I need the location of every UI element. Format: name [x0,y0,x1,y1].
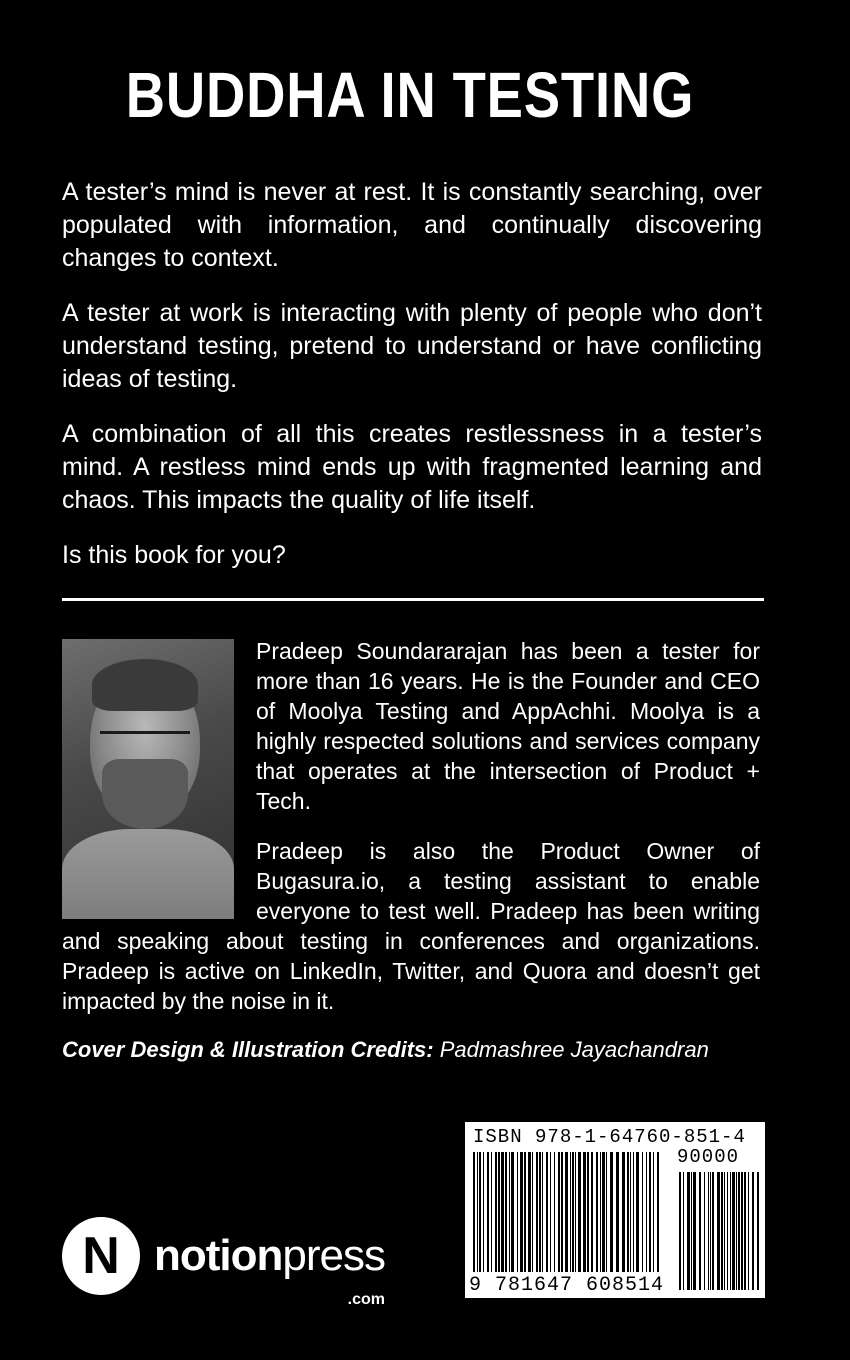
barcode-bar [606,1152,607,1272]
addon-bar [757,1172,759,1290]
publisher-logo [62,1216,385,1308]
addon-bar [717,1172,720,1290]
section-divider [62,598,764,601]
barcode-bar [483,1152,484,1272]
author-photo [62,639,234,919]
barcode-bar [575,1152,576,1272]
addon-bar [727,1172,728,1290]
credits-label: Cover Design & Illustration Credits: [62,1037,434,1062]
barcode-bar [477,1152,478,1272]
barcode-bar [561,1152,563,1272]
barcode-bar [649,1152,651,1272]
barcode-bar [487,1152,489,1272]
barcode-bar [622,1152,625,1272]
addon-bar [730,1172,731,1290]
barcode-bar [479,1152,481,1272]
barcode-bar [511,1152,514,1272]
bio-paragraph: Pradeep Soundararajan has been a tester for more than 16 years. He is the Founder and CEO of Moolya Testing and AppAchhi. Moolya is a highly respected solutions and services company that operates at the intersection of Product + Tech. [256,638,760,814]
publisher-domain: .com [347,1291,385,1308]
ean-digits: 9 781647 608514 [469,1274,669,1297]
publisher-mark-icon: N [62,1217,140,1295]
barcode-bar [572,1152,574,1272]
blurb-paragraph: A combination of all this creates restlessness in a tester’s mind. A restless mind ends up with fragmented learning and chaos. This impacts the quality of life itself. [62,420,762,514]
addon-bar [699,1172,701,1290]
barcode-bar [600,1152,601,1272]
addon-bar [683,1172,684,1290]
addon-bar [693,1172,696,1290]
barcode-bar [501,1152,504,1272]
barcode-bar [539,1152,541,1272]
barcode-bar [498,1152,500,1272]
addon-bar [710,1172,711,1290]
barcode-bar [587,1152,589,1272]
barcode-bar [583,1152,586,1272]
isbn-barcode [465,1122,765,1298]
back-cover-blurb [62,176,762,594]
barcode-bar [558,1152,560,1272]
barcode-bar [536,1152,538,1272]
barcode-bar [542,1152,543,1272]
blurb-paragraph: A tester at work is interacting with plenty of people who don’t understand testing, pretend to understand or have conflicting ideas of testing. [62,299,762,393]
blurb-paragraph: A tester’s mind is never at rest. It is constantly searching, over populated with information, and continually discovering changes to context. [62,178,762,272]
addon-bar [748,1172,749,1290]
barcode-bar [524,1152,526,1272]
barcode-bar [578,1152,581,1272]
addon-bar [704,1172,705,1290]
barcode-bar [491,1152,492,1272]
addon-bar [736,1172,737,1290]
barcode-bar [495,1152,497,1272]
barcode-bar [591,1152,593,1272]
barcode-bar [565,1152,568,1272]
barcode-bar [653,1152,654,1272]
barcode-bar [550,1152,551,1272]
author-bio [62,636,760,1036]
isbn-text: ISBN 978-1-64760-851-4 [473,1126,746,1148]
barcode-bar [616,1152,619,1272]
barcode-bar [570,1152,571,1272]
barcode-bar [602,1152,605,1272]
barcode-bar [610,1152,613,1272]
addon-bar [752,1172,754,1290]
bio-paragraph: Pradeep is also the Product Owner of Bugasura.io, a testing assistant to enable everyone to test well. Pradeep has been writing and speaking about testing in conferences and organizations. Pradeep is active on LinkedIn, Twitter, and Quora and doesn’t get impacted by the noise in it. [62,838,760,1014]
publisher-wordmark [154,1231,385,1308]
barcode-bar [657,1152,659,1272]
addon-bar [712,1172,714,1290]
blurb-question: Is this book for you? [62,541,286,569]
publisher-name-part2: press [282,1231,385,1280]
barcode-bar [532,1152,533,1272]
barcode-bar [633,1152,634,1272]
addon-bar [708,1172,709,1290]
barcode-bar [528,1152,531,1272]
addon-bar [721,1172,723,1290]
addon-bar [691,1172,692,1290]
barcode-bar [596,1152,598,1272]
barcode-bar [520,1152,523,1272]
barcode-bar [473,1152,475,1272]
barcode-bar [646,1152,647,1272]
addon-bar [738,1172,740,1290]
book-title: BUDDHA IN TESTING [125,59,695,131]
barcode-bar [630,1152,631,1272]
barcode-bar [505,1152,507,1272]
addon-bar [732,1172,735,1290]
barcode-bar [627,1152,629,1272]
addon-bar [687,1172,690,1290]
credits-name: Padmashree Jayachandran [439,1037,709,1062]
barcode-bar [636,1152,639,1272]
price-addon-text: 90000 [677,1146,740,1168]
addon-bar [744,1172,746,1290]
cover-credits [62,1037,782,1063]
barcode-bar [546,1152,548,1272]
addon-bar [724,1172,725,1290]
publisher-name-part1: notion [154,1231,283,1280]
barcode-bar [554,1152,555,1272]
addon-bar [741,1172,743,1290]
barcode-bar [517,1152,518,1272]
barcode-bar [642,1152,643,1272]
barcode-bar [509,1152,510,1272]
addon-bar [679,1172,681,1290]
